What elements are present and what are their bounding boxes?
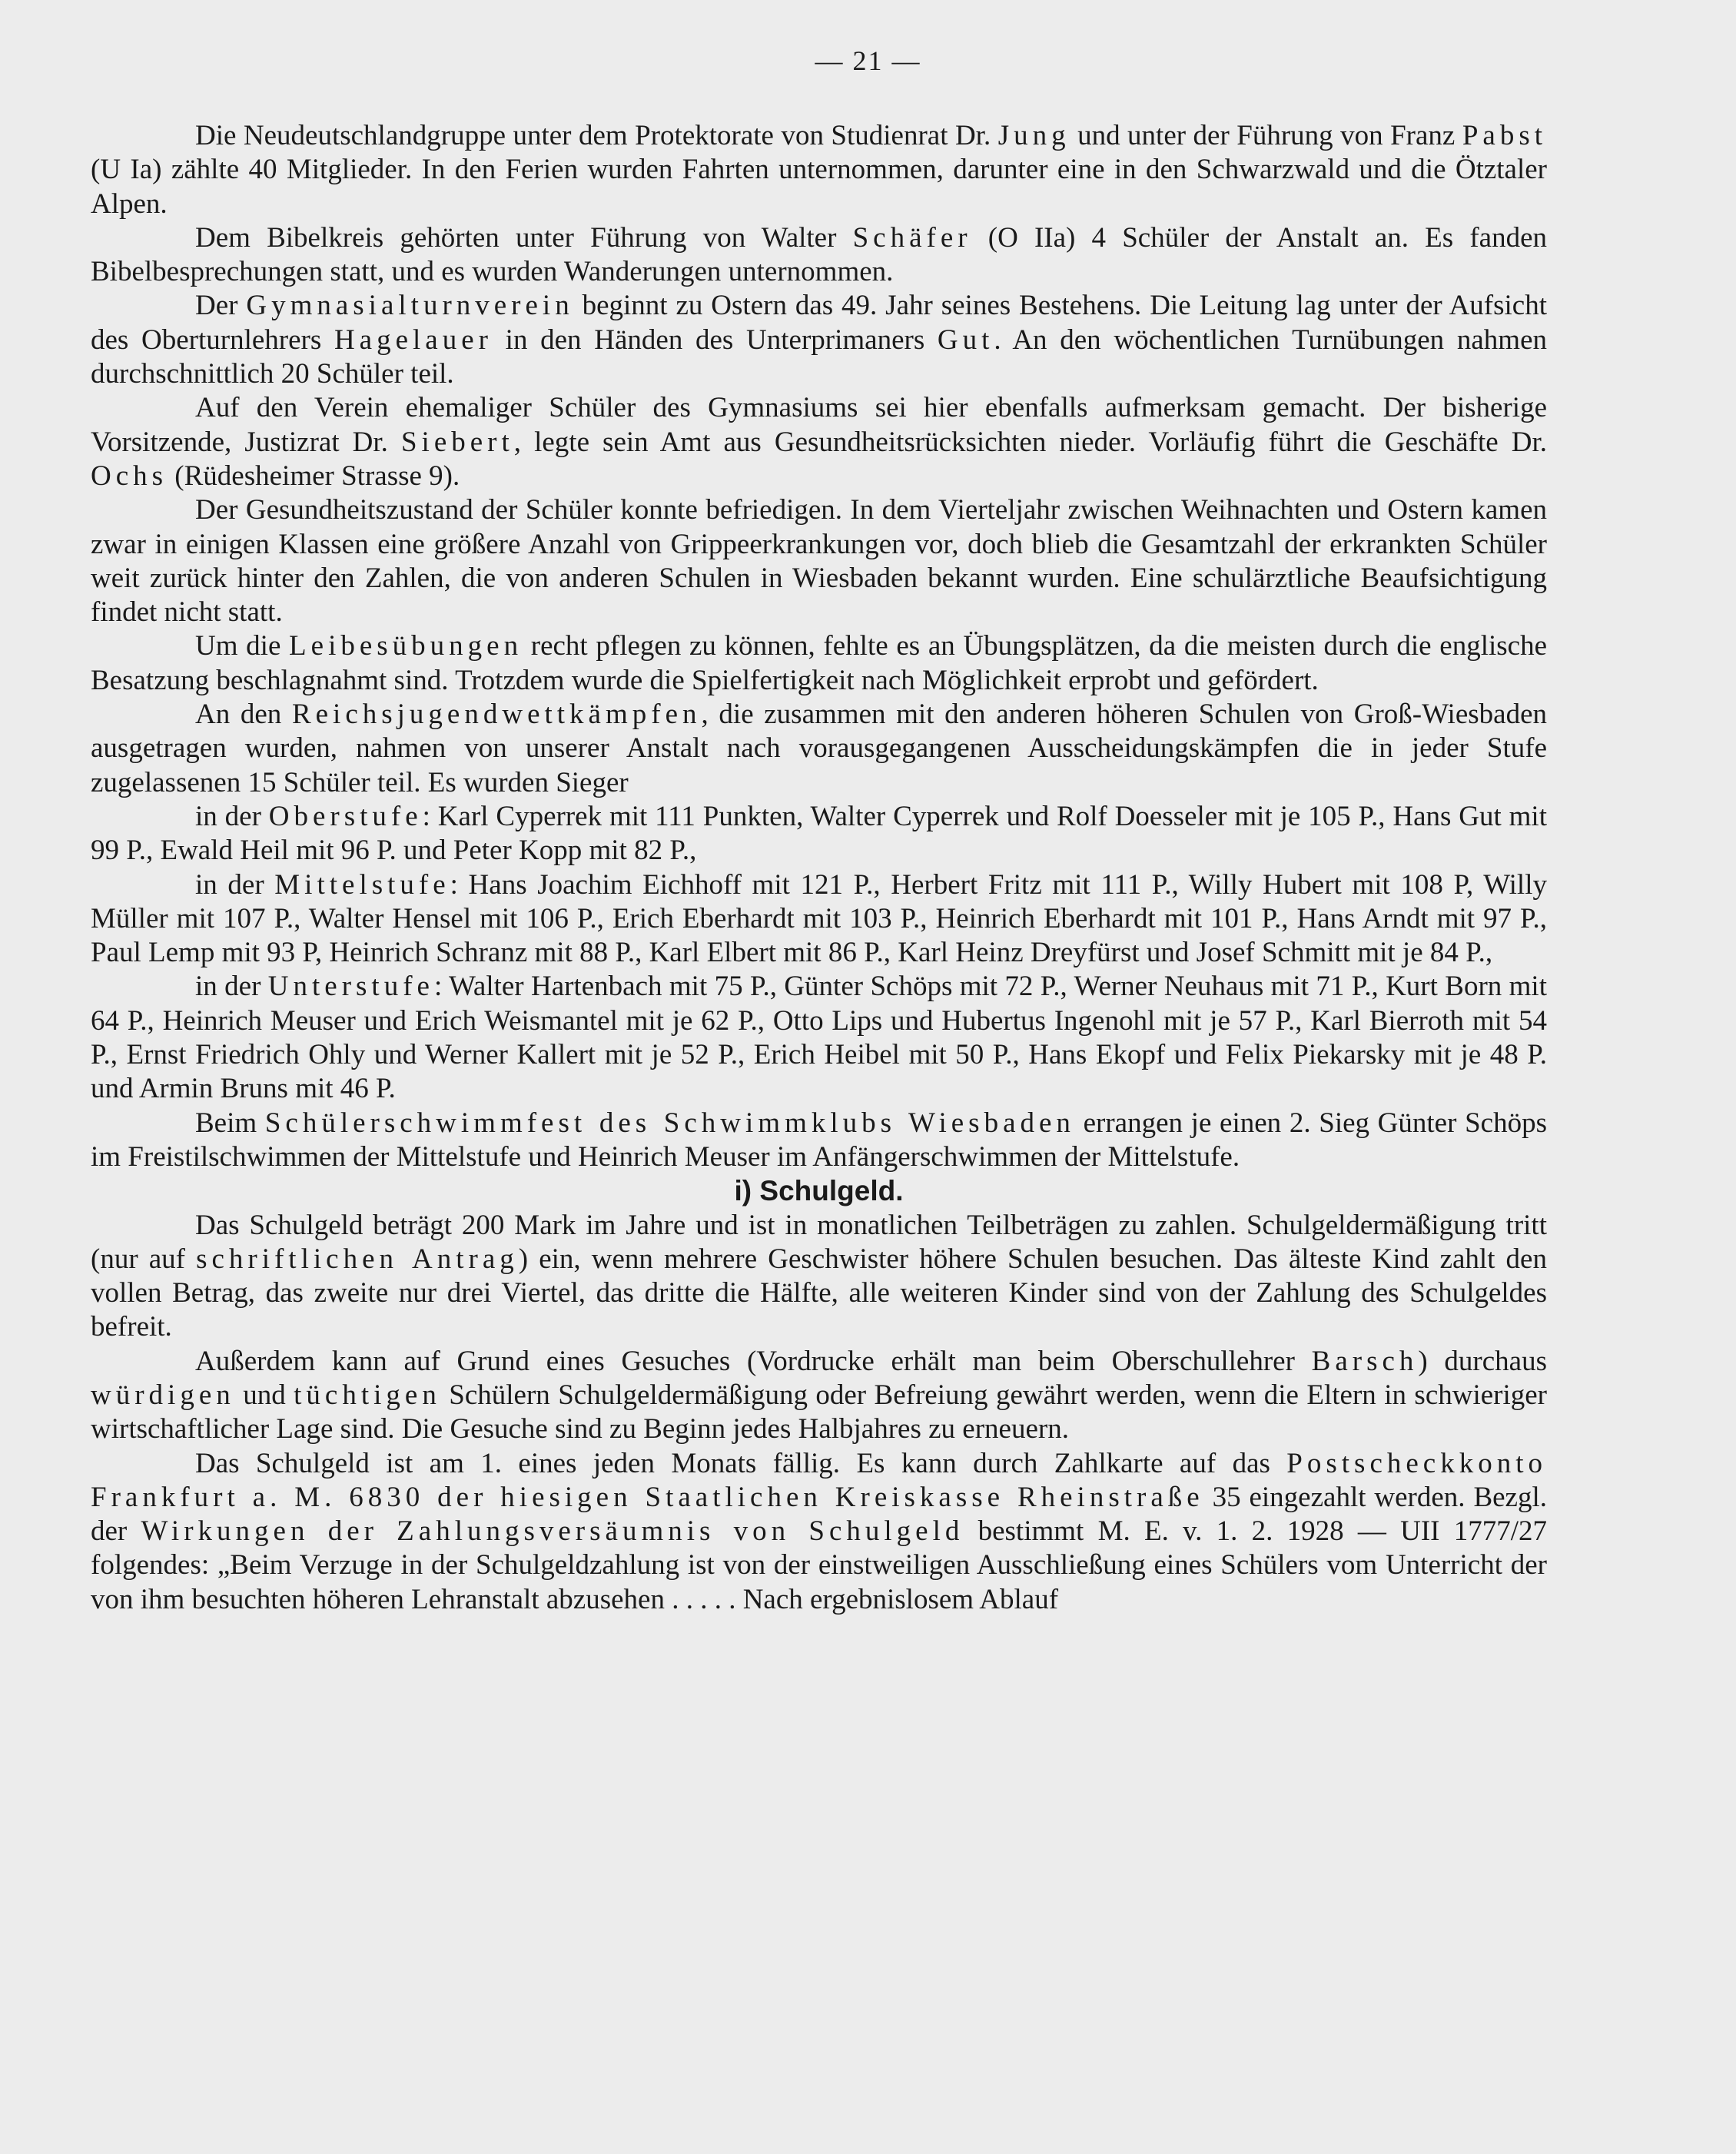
paragraph-turnverein: Der Gymnasialturnverein beginnt zu Ostern das 49. Jahr seines Bestehens. Die Leitung lag unter der Aufsicht des Oberturnlehrers Hagelauer in den Händen des Unterprimaners Gut. An den wöchentlichen Turnübungen nahmen durchschnittlich 20 Schüler teil.: [91, 290, 1547, 390]
paragraph-gesundheit: Der Gesundheitszustand der Schüler konnte befriedigen. In dem Vierteljahr zwischen Weihnachten und Ostern kamen zwar in einigen Klassen eine größere Anzahl von Grippeerkrankungen vor, doch blieb die Gesamtzahl der erkrankten Schüler weit zurück hinter den Zahlen, die von anderen Schulen in Wiesbaden bekannt wurden. Eine schulärztliche Beaufsichtigung findet nicht statt.: [91, 494, 1547, 629]
spaced-name: Gut: [937, 324, 994, 356]
paragraph-bibelkreis: Dem Bibelkreis gehörten unter Führung von Walter Schäfer (O IIa) 4 Schüler der Anstalt an. Es fanden Bibelbesprechungen statt, und es wurden Wanderungen unternommen.: [91, 221, 1548, 288]
spaced-name: Siebert: [400, 426, 514, 458]
section-heading: i) Schulgeld.: [734, 1175, 904, 1207]
spaced-name: Pabst: [1462, 120, 1547, 151]
spaced-name: Barsch: [1311, 1345, 1419, 1377]
spaced-term: Reichsjugendwettkämpfen: [291, 699, 702, 731]
spaced-term: Leibesübungen: [289, 630, 523, 662]
paragraph-schulgeld-betrag: Das Schulgeld beträgt 200 Mark im Jahre und ist in monatlichen Teilbeträgen zu zahlen. Schulgeldermäßigung tritt (nur auf schriftlichen Antrag) ein, wenn mehrere Geschwister höhere Schulen besuchen. Das älteste Kind zahlt den vollen Betrag, das zweite nur drei Viertel, das dritte die Hälfte, alle weiteren Kinder sind von der Zahlung des Schulgeldes befreit.: [91, 1209, 1547, 1343]
spaced-term: Gymnasialturnverein: [246, 290, 574, 322]
spaced-term: tüchtigen: [294, 1379, 441, 1411]
spaced-name: Jung: [997, 120, 1070, 151]
paragraph-schwimmfest: Beim Schülerschwimmfest des Schwimmklubs Wiesbaden errangen je einen 2. Sieg Günter Schöps im Freistilschwimmen der Mittelstufe und Heinrich Meuser im Anfängerschwimmen der Mittelstufe.: [91, 1107, 1547, 1173]
text-column: [91, 119, 1547, 1617]
spaced-name: Hagelauer: [334, 324, 493, 356]
paragraph-gesuch: Außerdem kann auf Grund eines Gesuches (Vordrucke erhält man beim Oberschullehrer Barsch) durchaus würdigen und tüchtigen Schülern Schulgeldermäßigung oder Befreiung gewährt werden, wenn die Eltern in schwieriger wirtschaftlicher Lage sind. Die Gesuche sind zu Beginn jedes Halbjahres zu erneuern.: [91, 1345, 1548, 1445]
spaced-term: Wirkungen der Zahlungsversäumnis von Schulgeld: [141, 1515, 964, 1548]
paragraph-reichsjugend: An den Reichsjugendwettkämpfen, die zusammen mit den anderen höheren Schulen von Groß-Wiesbaden ausgetragen wurden, nahmen von unserer Anstalt nach vorausgegangenen Ausscheidungskämpfen die in jeder Stufe zugelassenen 15 Schüler teil. Es wurden Sieger: [91, 699, 1547, 798]
paragraph-neudeutschland: Die Neudeutschlandgruppe unter dem Protektorate von Studienrat Dr. Jung und unter der Führung von Franz Pabst (U Ia) zählte 40 Mitglieder. In den Ferien wurden Fahrten unternommen, darunter eine in den Schwarzwald und die Ötztaler Alpen.: [91, 120, 1547, 220]
spaced-term: schriftlichen Antrag: [196, 1243, 519, 1275]
paragraph-verein-ehemaliger: Auf den Verein ehemaliger Schüler des Gymnasiums sei hier ebenfalls aufmerksam gemacht. Der bisherige Vorsitzende, Justizrat Dr. Siebert, legte sein Amt aus Gesundheitsrücksichten nieder. Vorläufig führt die Geschäfte Dr. Ochs (Rüdesheimer Strasse 9).: [91, 392, 1547, 492]
spaced-term: würdigen: [91, 1379, 235, 1411]
spaced-term: Schülerschwimmfest des Schwimmklubs Wiesbaden: [264, 1107, 1075, 1139]
paragraph-mittelstufe: in der Mittelstufe: Hans Joachim Eichhoff mit 121 P., Herbert Fritz mit 111 P., Willy Hubert mit 108 P, Willy Müller mit 107 P., Walter Hensel mit 106 P., Erich Eberhardt mit 103 P., Heinrich Eberhardt mit 101 P., Hans Arndt mit 97 P., Paul Lemp mit 93 P, Heinrich Schranz mit 88 P., Karl Elbert mit 86 P., Karl Heinz Dreyfürst und Josef Schmitt mit je 84 P.,: [91, 868, 1547, 969]
paragraph-leibesuebungen: Um die Leibesübungen recht pflegen zu können, fehlte es an Übungsplätzen, da die meisten durch die englische Besatzung beschlagnahmt sind. Trotzdem wurde die Spielfertigkeit nach Möglichkeit erprobt und gefördert.: [91, 630, 1548, 696]
page-number: — 21 —: [815, 45, 921, 76]
spaced-name: Schäfer: [852, 221, 972, 254]
spaced-term: Mittelstufe: [274, 868, 450, 901]
spaced-term: Oberstufe: [268, 800, 423, 832]
paragraph-faelligkeit: Das Schulgeld ist am 1. eines jeden Monats fällig. Es kann durch Zahlkarte auf das Postscheckkonto Frankfurt a. M. 6830 der hiesigen Staatlichen Kreiskasse Rheinstraße 35 eingezahlt werden. Bezgl. der Wirkungen der Zahlungsversäumnis von Schulgeld bestimmt M. E. v. 1. 2. 1928 — UII 1777/27 folgendes: „Beim Verzuge in der Schulgeldzahlung ist von der einstweiligen Ausschließung eines Schülers vom Unterricht der von ihm besuchten höheren Lehranstalt abzusehen . . . . . Nach ergebnislosem Ablauf: [91, 1447, 1547, 1615]
paragraph-oberstufe: in der Oberstufe: Karl Cyperrek mit 111 Punkten, Walter Cyperrek und Rolf Doesseler mit je 105 P., Hans Gut mit 99 P., Ewald Heil mit 96 P. und Peter Kopp mit 82 P.,: [91, 800, 1547, 867]
spaced-term: Postscheckkonto Frankfurt a. M. 6830 der hiesigen Staatlichen Kreiskasse Rheinstraße: [91, 1447, 1547, 1513]
spaced-term: Unterstufe: [267, 971, 434, 1003]
spaced-name: Ochs: [91, 460, 168, 492]
paragraph-unterstufe: in der Unterstufe: Walter Hartenbach mit 75 P., Günter Schöps mit 72 P., Werner Neuhaus mit 71 P., Kurt Born mit 64 P., Heinrich Meuser und Erich Weismantel mit je 62 P., Otto Lips und Hubertus Ingenohl mit je 57 P., Karl Bierroth mit 54 P., Ernst Friedrich Ohly und Werner Kallert mit je 52 P., Erich Heibel mit 50 P., Hans Ekopf und Felix Piekarsky mit je 48 P. und Armin Bruns mit 46 P.: [91, 971, 1547, 1105]
